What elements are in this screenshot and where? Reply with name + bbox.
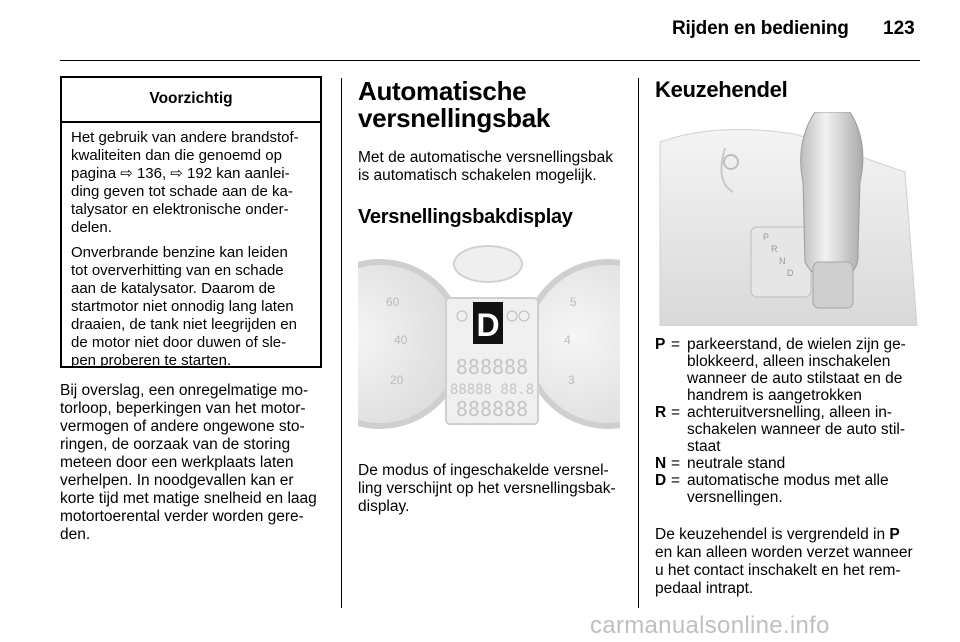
svg-text:3: 3	[568, 373, 575, 387]
definition-row-d: D = automatische modus met alle versnellingen.	[655, 472, 889, 506]
svg-text:888888: 888888	[455, 355, 529, 379]
gate-label-r: R	[771, 244, 778, 254]
page-number: 123	[883, 18, 915, 39]
caution-paragraph-1: Het gebruik van andere brandstof- kwaliteiten dan die genoemd op pagina ⇨ 136, ⇨ 192 kan aanlei- ding geven tot schade aan de ka- talysator en elektronische onder- delen.	[71, 129, 299, 236]
svg-text:5: 5	[570, 295, 577, 309]
definition-row-n: N = neutrale stand	[655, 455, 786, 472]
definition-row-r: R = achteruitversnelling, alleen in- schakelen wanneer de auto stil- staat	[655, 404, 905, 455]
lock-note-paragraph: De keuzehendel is vergrendeld in P en kan alleen worden verzet wanneer u het contact inschakelt en het rem- pedaal intrapt.	[655, 526, 913, 597]
display-subheading: Versnellingsbakdisplay	[358, 206, 573, 228]
svg-text:40: 40	[394, 333, 408, 347]
transmission-display-illustration	[358, 236, 620, 448]
gate-label-p: P	[763, 232, 770, 242]
caution-box	[60, 76, 322, 368]
selector-lever-heading: Keuzehendel	[655, 77, 788, 102]
display-caption: De modus of ingeschakelde versnel- ling verschijnt op het versnellingsbak- display.	[358, 462, 616, 515]
column-divider-2	[638, 78, 639, 608]
svg-text:60: 60	[386, 295, 400, 309]
header-divider	[60, 60, 920, 61]
caution-title: Voorzichtig	[62, 78, 320, 123]
gate-label-n: N	[779, 256, 786, 266]
watermark: carmanualsonline.info	[590, 612, 830, 639]
gear-position-definitions	[655, 336, 923, 506]
column-divider-1	[341, 78, 342, 608]
gate-label-d: D	[787, 268, 794, 278]
display-gear-indicator: D	[476, 307, 500, 343]
malfunction-paragraph: Bij overslag, een onregelmatige mo- torloop, beperkingen van het motor- vermogen of andere ongewone sto- ringen, de oorzaak van de storing meteen door een werkplaats laten verhelpen. In noodgevallen kan er korte tijd met matige snelheid en laag motortoerental verder worden gere- den.	[60, 382, 317, 543]
selector-lever-illustration	[655, 112, 920, 326]
intro-paragraph: Met de automatische versnellingsbak is automatisch schakelen mogelijk.	[358, 149, 614, 184]
section-heading: Automatische versnellingsbak	[358, 76, 551, 133]
svg-text:888888: 888888	[455, 397, 529, 421]
page-header-title: Rijden en bediening	[672, 18, 849, 39]
svg-text:4: 4	[564, 333, 571, 347]
definition-row-p: P = parkeerstand, de wielen zijn ge- blokkeerd, alleen inschakelen wanneer de auto stilstaat en de handrem is aangetrokken	[655, 336, 906, 404]
svg-text:88888 88.8: 88888 88.8	[449, 382, 535, 398]
svg-text:20: 20	[390, 373, 404, 387]
caution-paragraph-2: Onverbrande benzine kan leiden tot oververhitting van en schade aan de katalysator. Daarom de startmotor niet onnodig lang laten draaien, de tank niet leegrijden en de motor niet door duwen of sle- pen proberen te starten.	[71, 244, 297, 369]
